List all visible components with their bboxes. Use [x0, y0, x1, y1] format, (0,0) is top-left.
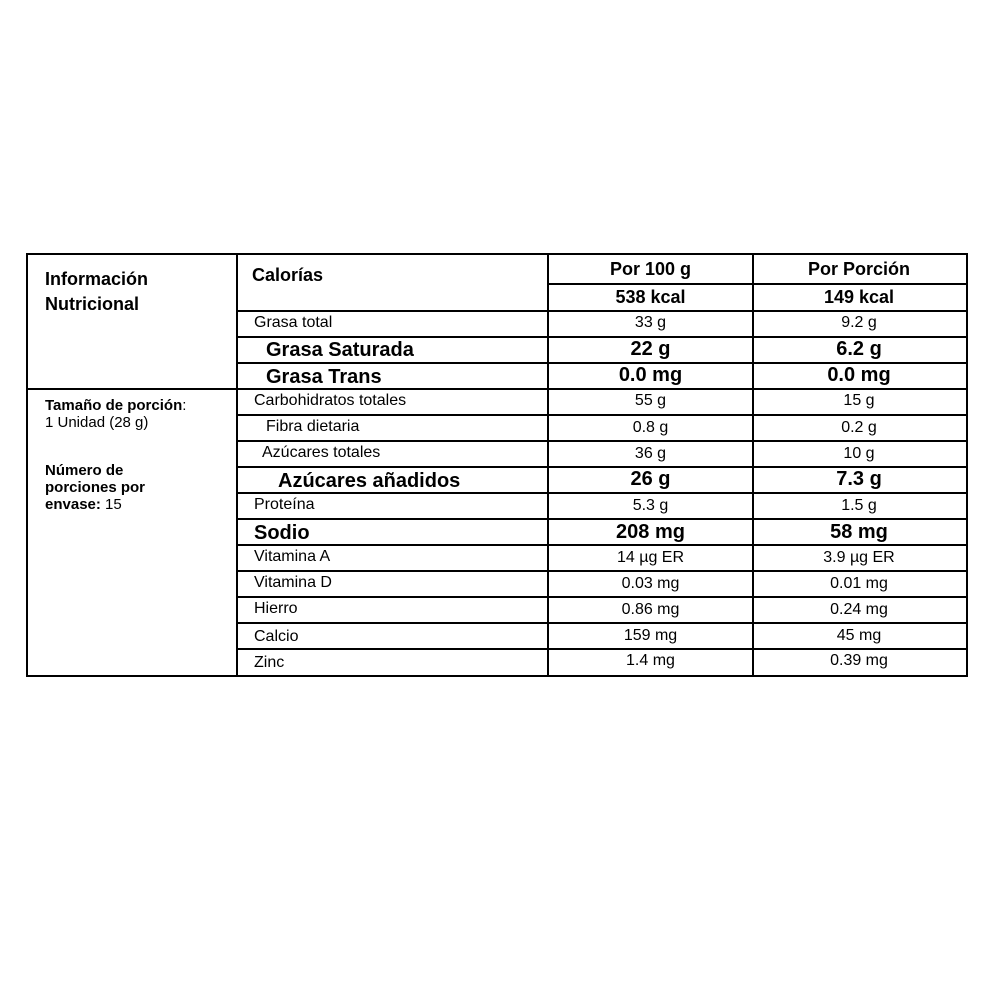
nutrient-per100-azucares-totales: 36 g [634, 445, 667, 462]
serving-size [45, 397, 225, 431]
nutrient-portion-vitamina-a: 3.9 µg ER [823, 549, 895, 566]
row-divider [236, 518, 966, 520]
nutrient-name-calcio: Calcio [254, 628, 299, 645]
row-divider [28, 388, 966, 390]
row-divider [236, 596, 966, 598]
nutrient-name-vitamina-d: Vitamina D [254, 574, 332, 591]
nutrient-name-fibra: Fibra dietaria [266, 418, 360, 435]
nutrient-name-grasa-saturada: Grasa Saturada [266, 339, 414, 361]
nutrient-name-vitamina-a: Vitamina A [254, 548, 331, 565]
nutrient-per100-grasa-trans: 0.0 mg [618, 364, 683, 386]
row-divider [236, 310, 966, 312]
nutrient-per100-hierro: 0.86 mg [621, 601, 680, 618]
nutrient-name-grasa-total: Grasa total [254, 314, 333, 331]
row-divider [236, 622, 966, 624]
nutrition-facts-table [26, 253, 968, 677]
nutrient-per100-calcio: 159 mg [623, 627, 678, 644]
nutrient-portion-grasa-saturada: 6.2 g [836, 338, 882, 360]
nutrient-portion-vitamina-d: 0.01 mg [830, 575, 888, 592]
serving-size-label: Tamaño de porción [45, 397, 183, 414]
column-header-per-portion: Por Porción [807, 259, 910, 279]
row-divider [236, 544, 966, 546]
nutrient-name-sodio: Sodio [254, 522, 310, 544]
portions-label-2: porciones por [45, 479, 146, 496]
calories-per-100g: 538 kcal [615, 287, 686, 307]
serving-size-value: 1 Unidad (28 g) [45, 414, 149, 431]
divider-left-column [236, 255, 238, 675]
nutrient-portion-grasa-total: 9.2 g [841, 314, 877, 331]
nutrient-portion-azucares-totales: 10 g [843, 445, 875, 462]
nutrient-per100-proteina: 5.3 g [632, 497, 669, 514]
nutrient-portion-proteina: 1.5 g [841, 497, 877, 514]
nutrient-portion-zinc: 0.39 mg [830, 652, 888, 669]
row-divider [236, 414, 966, 416]
row-divider [236, 648, 966, 650]
nutrient-per100-zinc: 1.4 mg [626, 652, 675, 669]
row-divider [236, 440, 966, 442]
nutrient-name-azucares-anadidos: Azúcares añadidos [278, 470, 461, 492]
portions-label-3: envase: [45, 496, 101, 513]
portions-label-1: Número de [45, 462, 124, 479]
nutrient-portion-hierro: 0.24 mg [830, 601, 888, 618]
calories-label: Calorías [252, 265, 324, 285]
row-divider [236, 492, 966, 494]
nutrient-name-carbohidratos: Carbohidratos totales [254, 392, 407, 409]
nutrient-per100-carbohidratos: 55 g [634, 392, 667, 409]
nutrient-per100-fibra: 0.8 g [632, 419, 669, 436]
serving-size-colon: : [182, 397, 187, 414]
nutrient-name-azucares-totales: Azúcares totales [262, 444, 381, 461]
nutrient-per100-grasa-total: 33 g [634, 314, 667, 331]
calories-per-portion: 149 kcal [823, 287, 895, 307]
portions-per-package [45, 462, 225, 513]
nutrition-info-title [45, 267, 225, 317]
nutrient-per100-grasa-saturada: 22 g [630, 338, 671, 360]
nutrient-portion-grasa-trans: 0.0 mg [827, 364, 891, 386]
nutrient-portion-fibra: 0.2 g [841, 419, 877, 436]
nutrient-per100-vitamina-d: 0.03 mg [621, 575, 680, 592]
nutrient-portion-sodio: 58 mg [830, 521, 888, 543]
row-divider [236, 570, 966, 572]
nutrient-name-proteina: Proteína [254, 496, 315, 513]
nutrient-name-zinc: Zinc [254, 654, 285, 671]
nutrient-name-hierro: Hierro [254, 600, 298, 617]
nutrient-per100-sodio: 208 mg [616, 521, 685, 543]
nutrient-portion-calcio: 45 mg [836, 627, 882, 644]
row-divider [547, 283, 966, 285]
nutrient-portion-carbohidratos: 15 g [843, 392, 875, 409]
nutrient-name-grasa-trans: Grasa Trans [266, 366, 382, 388]
title-line-2: Nutricional [45, 294, 140, 314]
nutrient-per100-vitamina-a: 14 µg ER [616, 549, 685, 566]
nutrient-per100-azucares-anadidos: 26 g [630, 468, 671, 490]
portions-value: 15 [100, 496, 122, 513]
column-header-per-100g: Por 100 g [609, 259, 692, 279]
nutrient-portion-azucares-anadidos: 7.3 g [836, 468, 882, 490]
title-line-1: Información [45, 269, 149, 289]
